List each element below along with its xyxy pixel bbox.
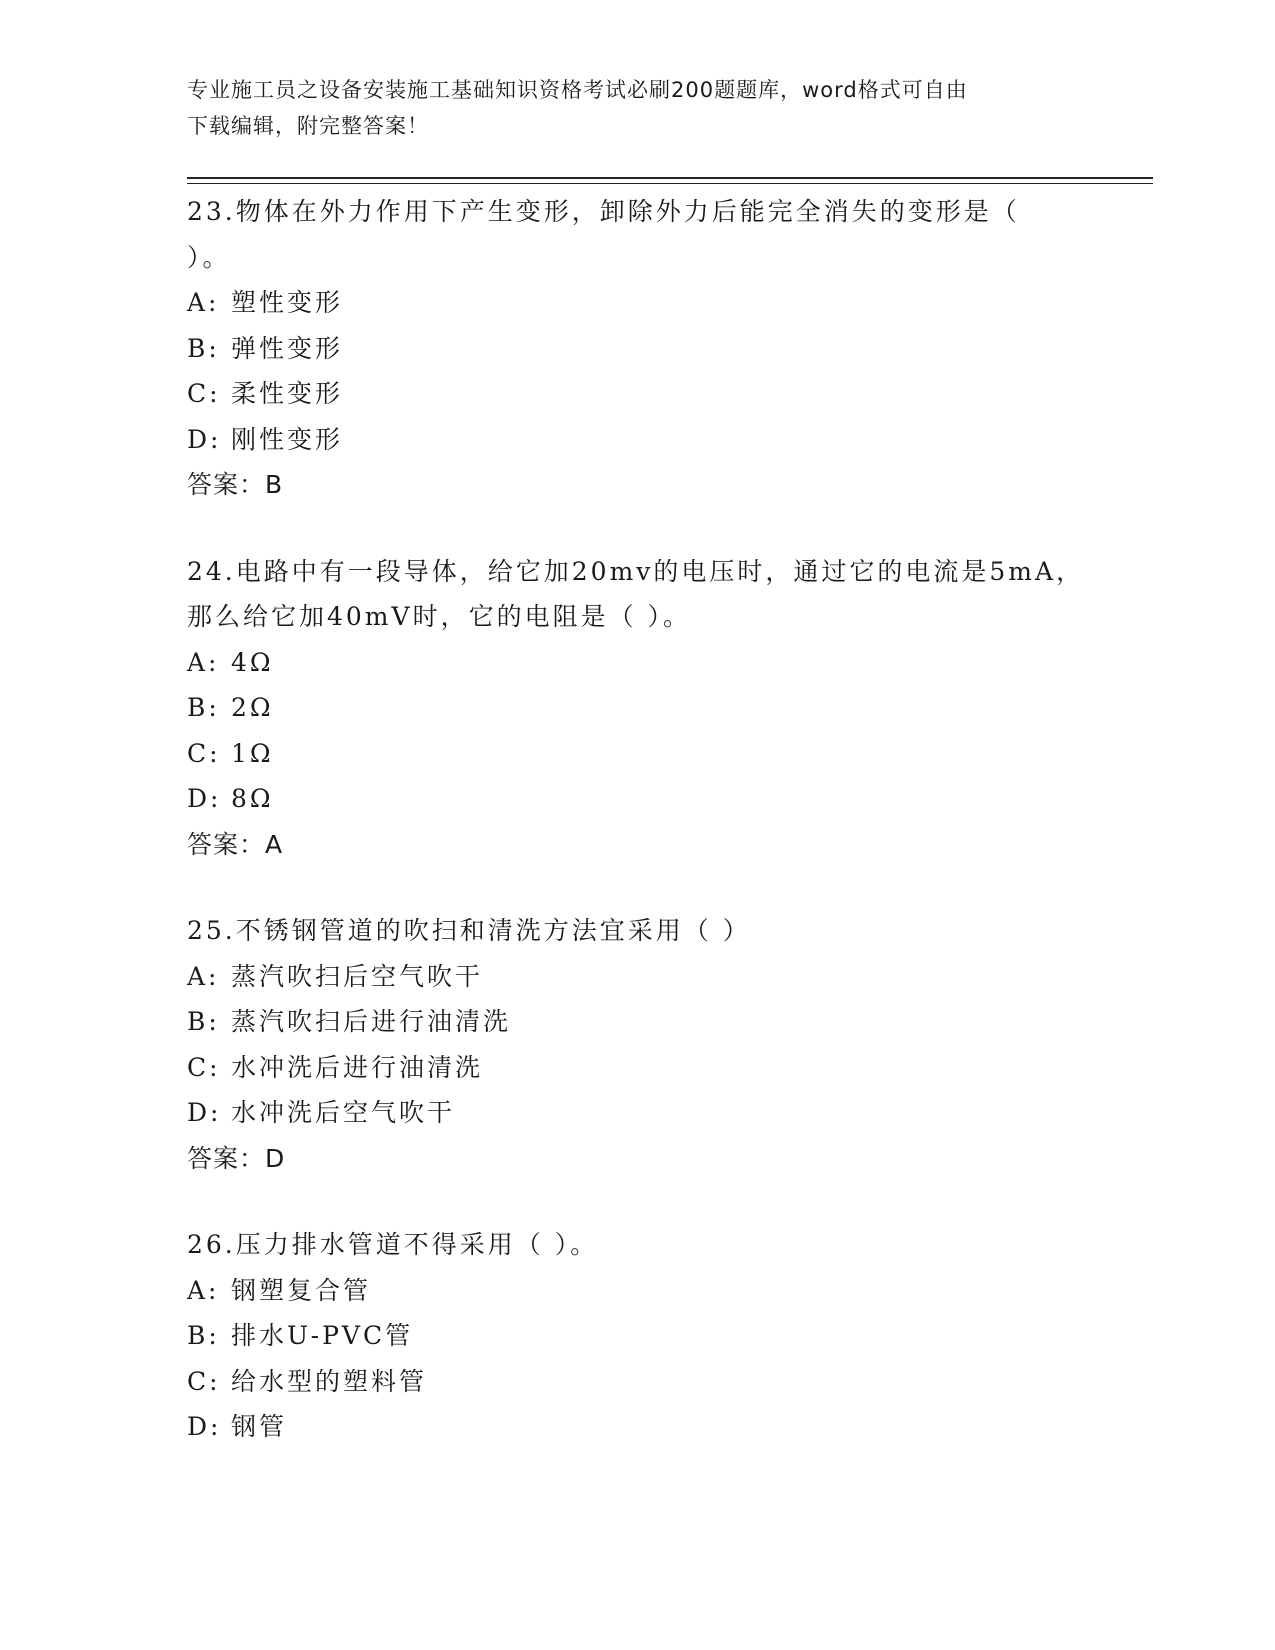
option-text: 塑性变形 bbox=[231, 288, 344, 317]
option-text: 4Ω bbox=[231, 647, 274, 677]
option-text: 水冲洗后进行油清洗 bbox=[231, 1052, 484, 1082]
option-letter: D: bbox=[187, 1412, 222, 1441]
header-rule-thin bbox=[187, 183, 1153, 184]
option-letter: D: bbox=[187, 1098, 222, 1127]
option-text: 刚性变形 bbox=[231, 424, 344, 454]
option-c bbox=[187, 371, 1087, 417]
option-letter: B: bbox=[187, 1007, 220, 1036]
option-text: 蒸汽吹扫后进行油清洗 bbox=[231, 1007, 512, 1036]
option-d bbox=[187, 417, 1087, 463]
option-letter: A: bbox=[187, 961, 220, 991]
answer-label: 答案：D bbox=[187, 1143, 286, 1173]
question-23 bbox=[187, 189, 1087, 508]
option-a bbox=[187, 1268, 1087, 1314]
header-line-2: 下载编辑，附完整答案！ bbox=[187, 114, 429, 138]
option-letter: B: bbox=[187, 333, 220, 363]
question-25 bbox=[187, 908, 1087, 1181]
option-text: 钢管 bbox=[231, 1412, 288, 1441]
option-text: 蒸汽吹扫后空气吹干 bbox=[231, 961, 484, 991]
answer-label: 答案：A bbox=[187, 829, 284, 859]
option-c bbox=[187, 731, 1087, 777]
option-letter: B: bbox=[187, 1321, 220, 1350]
option-text: 弹性变形 bbox=[231, 333, 344, 363]
option-letter: D: bbox=[187, 424, 222, 454]
option-letter: C: bbox=[187, 1052, 221, 1082]
option-d bbox=[187, 1404, 1087, 1450]
header-line-1: 专业施工员之设备安装施工基础知识资格考试必刷200题题库，word格式可自由 bbox=[187, 78, 968, 102]
question-text: 23.物体在外力作用下产生变形，卸除外力后能完全消失的变形是（ ）。 bbox=[187, 197, 1020, 272]
question-text: 24.电路中有一段导体，给它加20mv的电压时，通过它的电流是5mA， 那么给它加40mV时，它的电阻是（ ）。 bbox=[187, 556, 1085, 631]
option-a bbox=[187, 280, 1087, 326]
option-letter: A: bbox=[187, 1275, 220, 1305]
question-list bbox=[187, 189, 1087, 1491]
option-letter: C: bbox=[187, 738, 221, 768]
option-text: 给水型的塑料管 bbox=[231, 1366, 428, 1396]
answer-label: 答案：B bbox=[187, 470, 284, 499]
option-text: 排水U-PVC管 bbox=[231, 1321, 414, 1350]
option-text: 水冲洗后空气吹干 bbox=[231, 1098, 456, 1127]
option-text: 8Ω bbox=[231, 784, 274, 813]
document-header bbox=[187, 72, 1067, 144]
option-letter: C: bbox=[187, 379, 221, 408]
option-a bbox=[187, 954, 1087, 1000]
option-letter: C: bbox=[187, 1366, 221, 1396]
question-text: 26.压力排水管道不得采用（ ）。 bbox=[187, 1230, 599, 1259]
option-text: 柔性变形 bbox=[231, 379, 344, 408]
option-text: 2Ω bbox=[231, 693, 274, 722]
option-letter: A: bbox=[187, 288, 220, 317]
header-rule-thick bbox=[187, 177, 1153, 179]
option-b bbox=[187, 685, 1087, 731]
option-b bbox=[187, 1313, 1087, 1359]
question-24 bbox=[187, 549, 1087, 868]
option-d bbox=[187, 1090, 1087, 1136]
option-text: 1Ω bbox=[231, 738, 274, 768]
option-letter: D: bbox=[187, 784, 222, 813]
option-d bbox=[187, 776, 1087, 822]
option-c bbox=[187, 1045, 1087, 1091]
question-text: 25.不锈钢管道的吹扫和清洗方法宜采用（ ） bbox=[187, 916, 751, 945]
option-text: 钢塑复合管 bbox=[231, 1275, 372, 1305]
option-letter: A: bbox=[187, 647, 220, 677]
option-b bbox=[187, 326, 1087, 372]
question-26 bbox=[187, 1222, 1087, 1450]
option-a bbox=[187, 640, 1087, 686]
option-c bbox=[187, 1359, 1087, 1405]
option-b bbox=[187, 999, 1087, 1045]
option-letter: B: bbox=[187, 693, 220, 722]
